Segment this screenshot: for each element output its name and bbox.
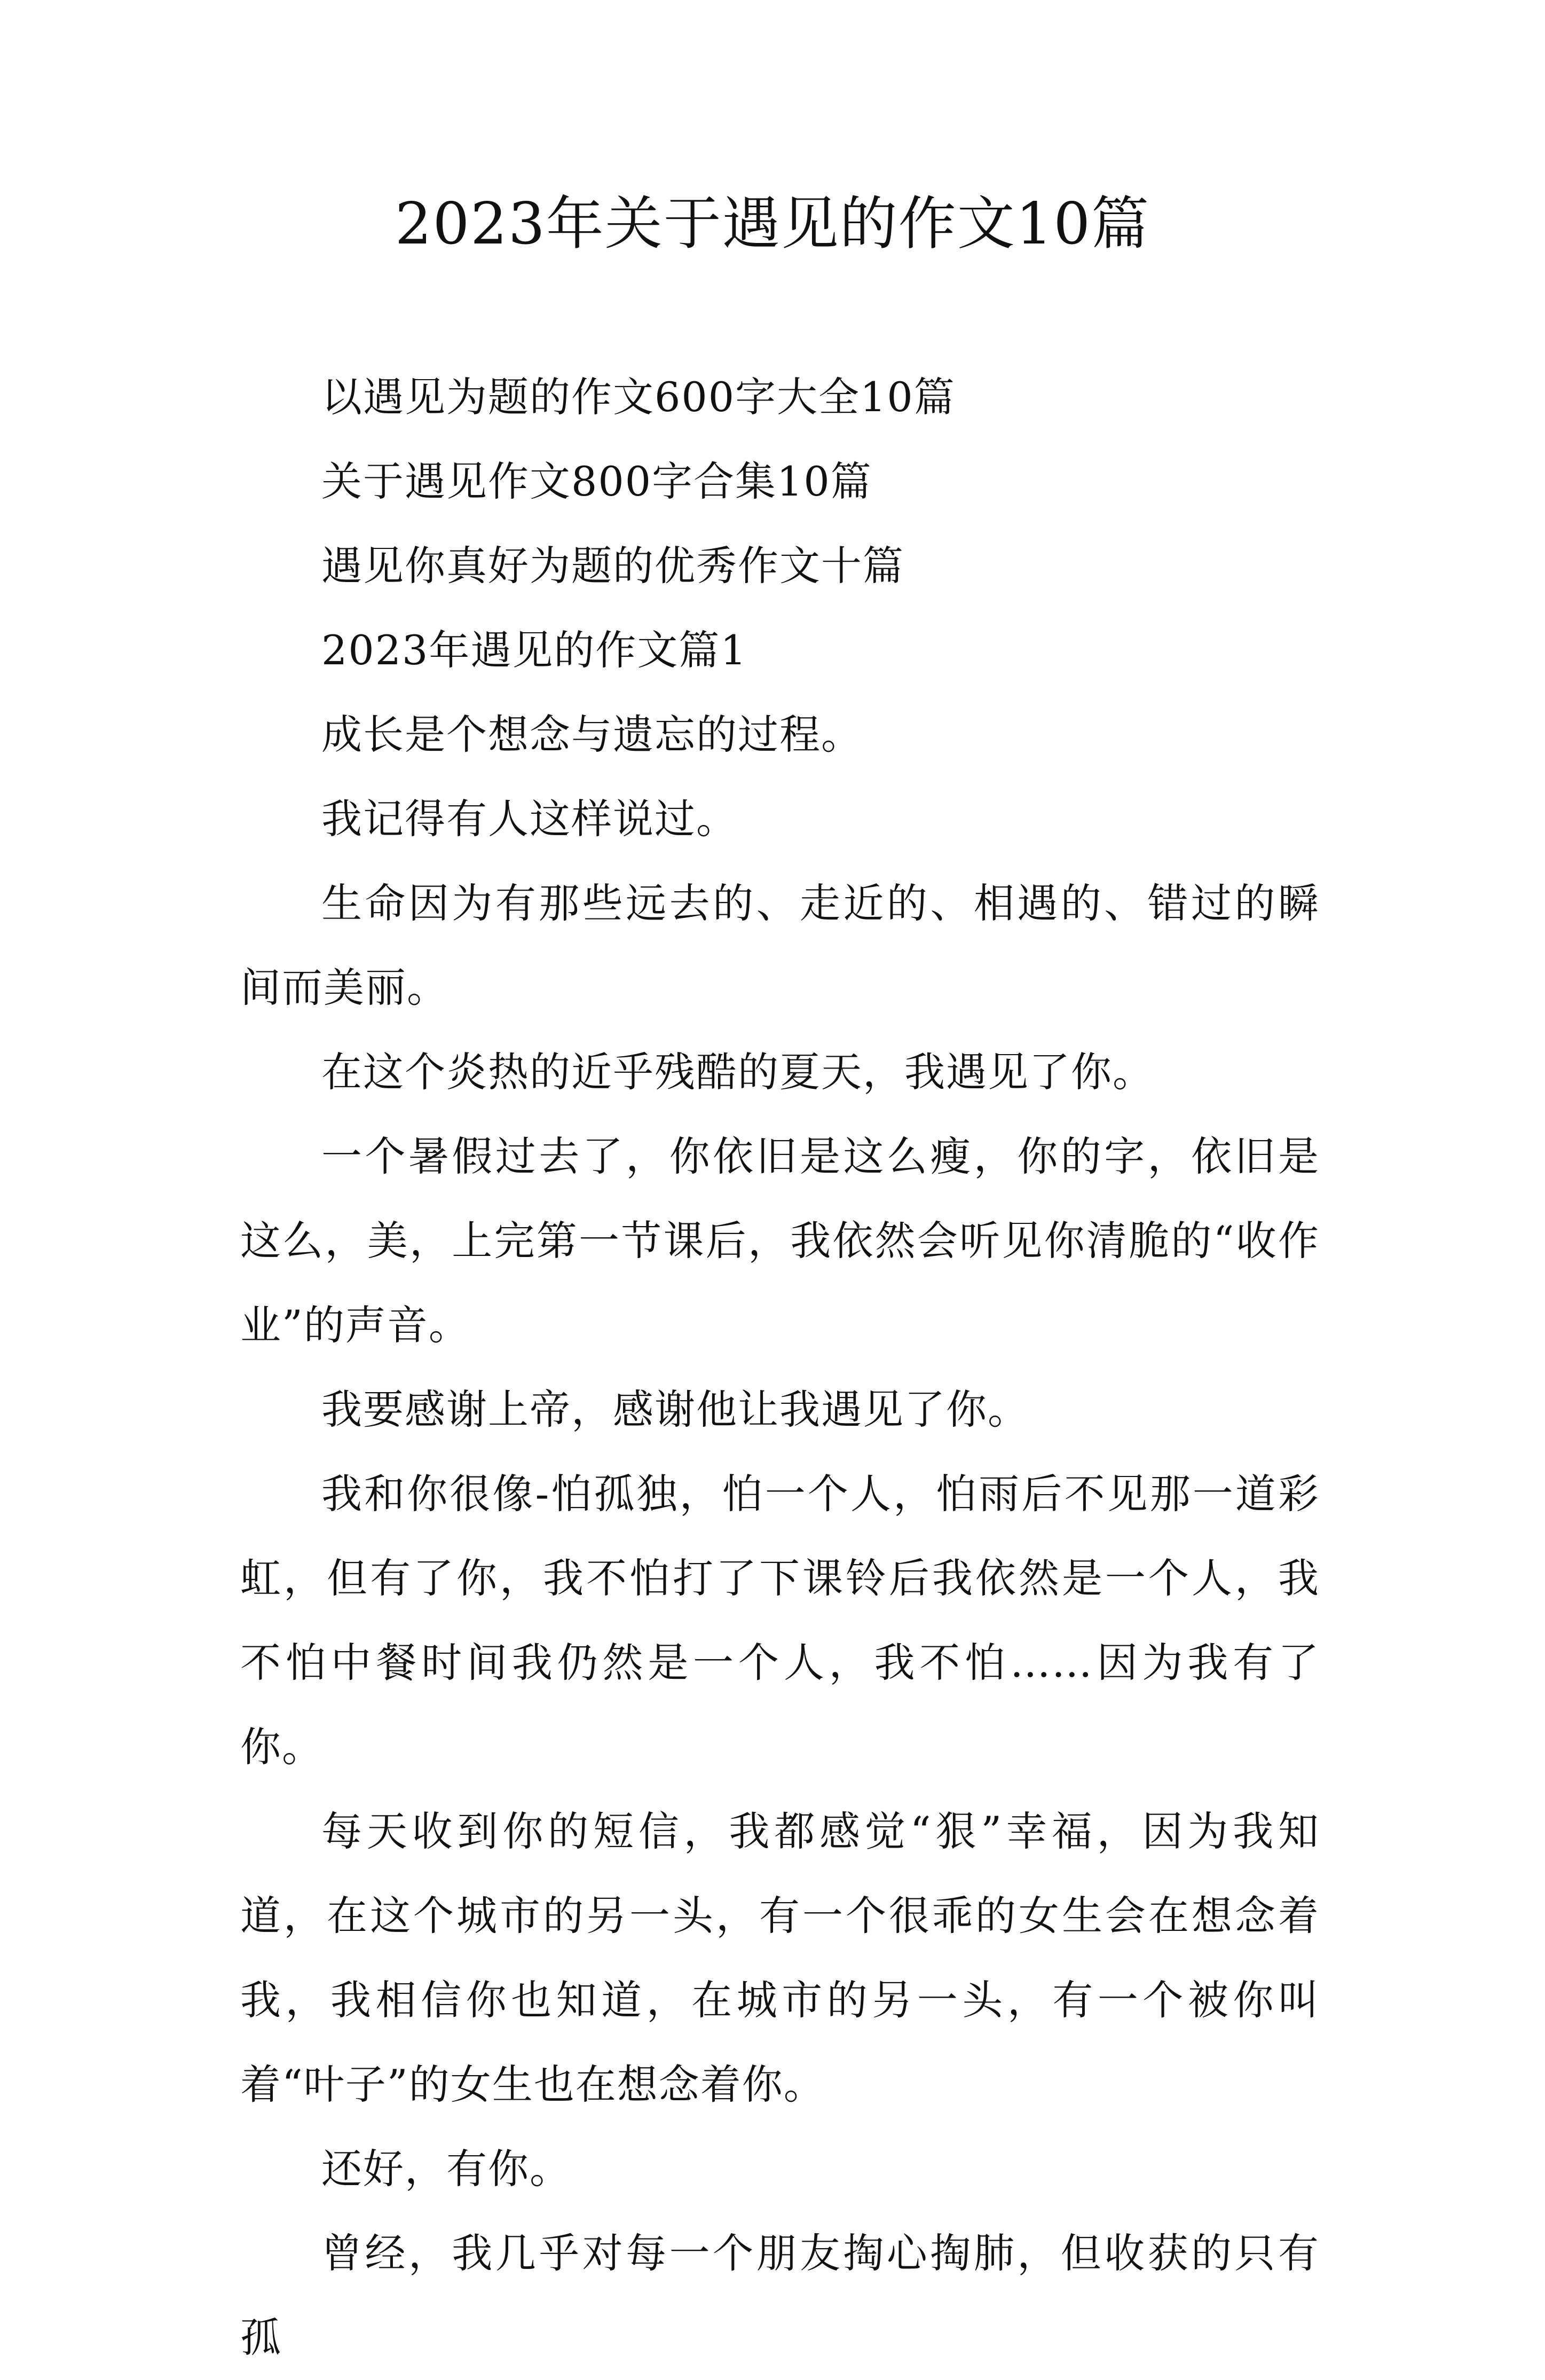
toc-entry: 遇见你真好为题的优秀作文十篇 (321, 542, 904, 590)
page-title: 2023年关于遇见的作文10篇 (395, 191, 1150, 257)
toc-entry: 关于遇见作文800字合集10篇 (321, 458, 872, 505)
paragraph: 成长是个想念与遗忘的过程。 (321, 711, 863, 758)
paragraph: 一个暑假过去了，你依旧是这么瘦，你的字，依旧是这么，美，上完第一节课后，我依然会听见你清脆的“收作业”的声音。 (240, 1133, 1320, 1349)
paragraph: 在这个炎热的近乎残酷的夏天，我遇见了你。 (321, 1048, 1154, 1096)
toc-entry: 以遇见为题的作文600字大全10篇 (321, 373, 956, 421)
paragraph: 曾经，我几乎对每一个朋友掏心掏肺，但收获的只有孤 (240, 2229, 1320, 2361)
document-body (240, 355, 1320, 2380)
paragraph: 我和你很像-怕孤独，怕一个人，怕雨后不见那一道彩虹，但有了你，我不怕打了下课铃后我依然是一个人，我不怕中餐时间我仍然是一个人，我不怕……因为我有了你。 (240, 1470, 1320, 1771)
paragraph: 生命因为有那些远去的、走近的、相遇的、错过的瞬间而美丽。 (240, 879, 1320, 1011)
section-heading: 2023年遇见的作文篇1 (321, 626, 747, 674)
paragraph: 我要感谢上帝，感谢他让我遇见了你。 (321, 1386, 1029, 1433)
paragraph: 每天收到你的短信，我都感觉“狠”幸福，因为我知道，在这个城市的另一头，有一个很乖的女生会在想念着我，我相信你也知道，在城市的另一头，有一个被你叫着“叶子”的女生也在想念着你。 (240, 1808, 1320, 2108)
paragraph: 还好，有你。 (321, 2145, 571, 2193)
paragraph: 我记得有人这样说过。 (321, 795, 738, 843)
